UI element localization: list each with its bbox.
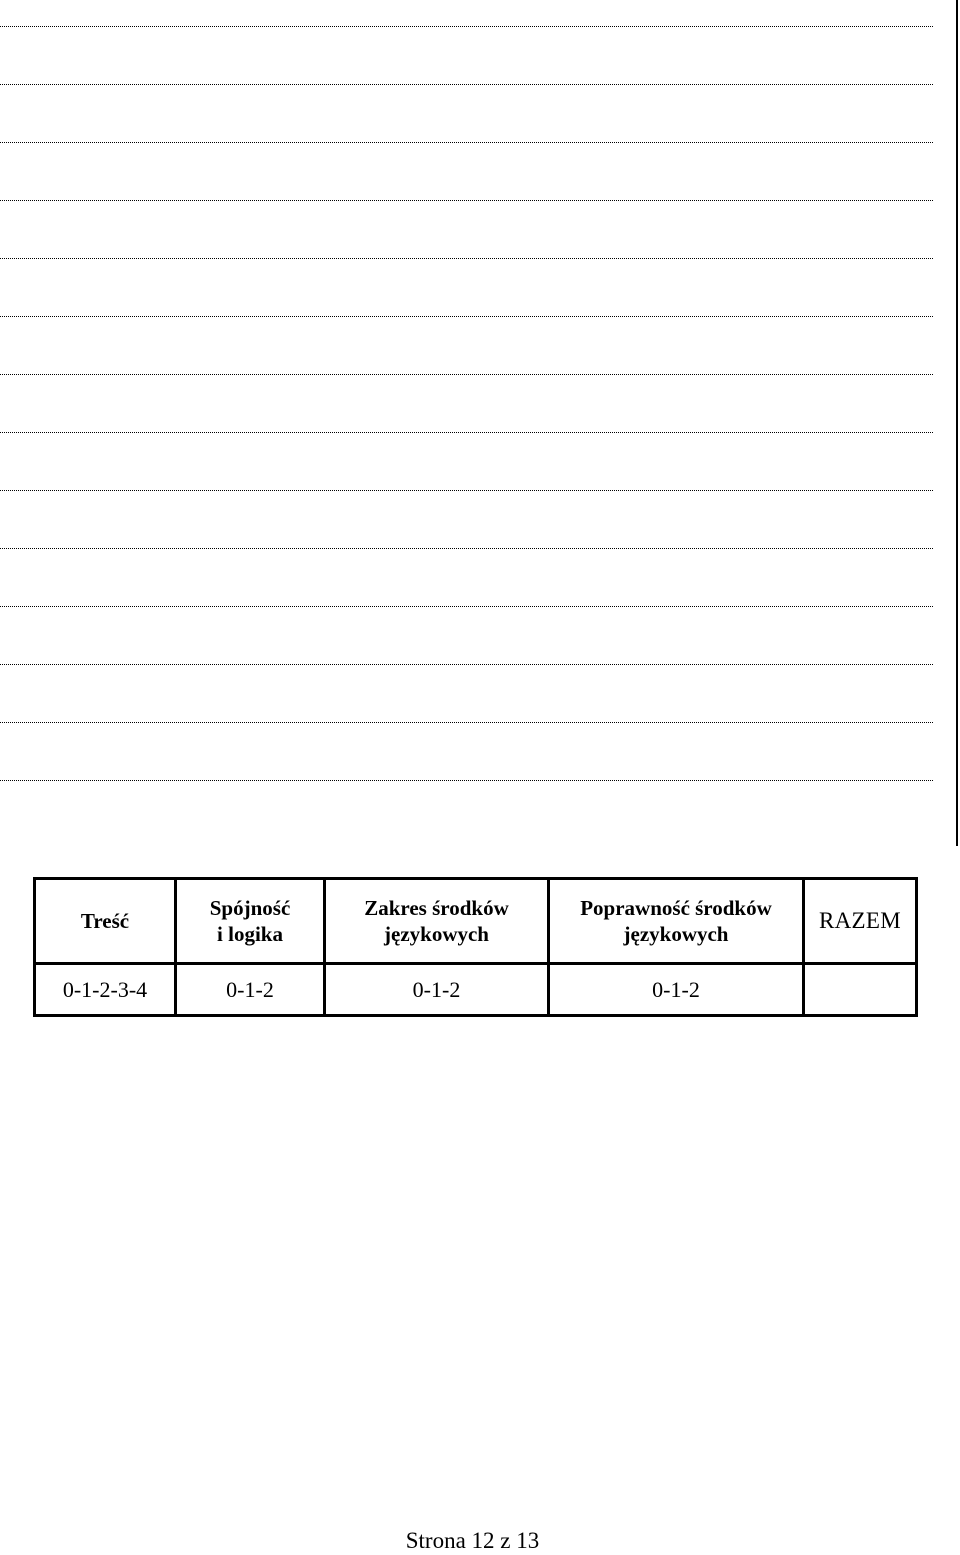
header-zakres [325,879,549,964]
page-number: Strona 12 z 13 [405,1528,540,1553]
value-spojnosc: 0-1-2 [176,964,325,1016]
value-poprawnosc: 0-1-2 [549,964,804,1016]
answer-line[interactable] [0,142,933,143]
value-razem-field[interactable] [804,964,917,1016]
answer-line[interactable] [0,664,933,665]
answer-line[interactable] [0,432,933,433]
header-razem-label: RAZEM [819,908,901,933]
value-tresc: 0-1-2-3-4 [35,964,176,1016]
answer-line[interactable] [0,780,933,781]
header-razem [804,879,917,964]
header-poprawnosc-line1: Poprawność środków [580,896,772,920]
answer-line[interactable] [0,84,933,85]
header-tresc [35,879,176,964]
header-poprawnosc-line2: językowych [623,922,729,946]
header-zakres-line1: Zakres środków [364,896,509,920]
answer-line[interactable] [0,26,933,27]
score-header-row [35,879,917,964]
answer-line[interactable] [0,548,933,549]
header-spojnosc [176,879,325,964]
header-zakres-line2: językowych [384,922,489,946]
header-poprawnosc [549,879,804,964]
answer-line[interactable] [0,374,933,375]
header-spojnosc-line2: i logika [217,922,283,946]
answer-line[interactable] [0,200,933,201]
answer-line[interactable] [0,316,933,317]
answer-line[interactable] [0,258,933,259]
answer-line[interactable] [0,722,933,723]
value-zakres: 0-1-2 [325,964,549,1016]
margin-rule [956,0,958,846]
answer-line[interactable] [0,490,933,491]
header-tresc-label: Treść [80,909,130,933]
score-values-row [35,964,917,1016]
header-spojnosc-line1: Spójność [209,896,291,920]
answer-line[interactable] [0,606,933,607]
score-table [33,877,918,1017]
